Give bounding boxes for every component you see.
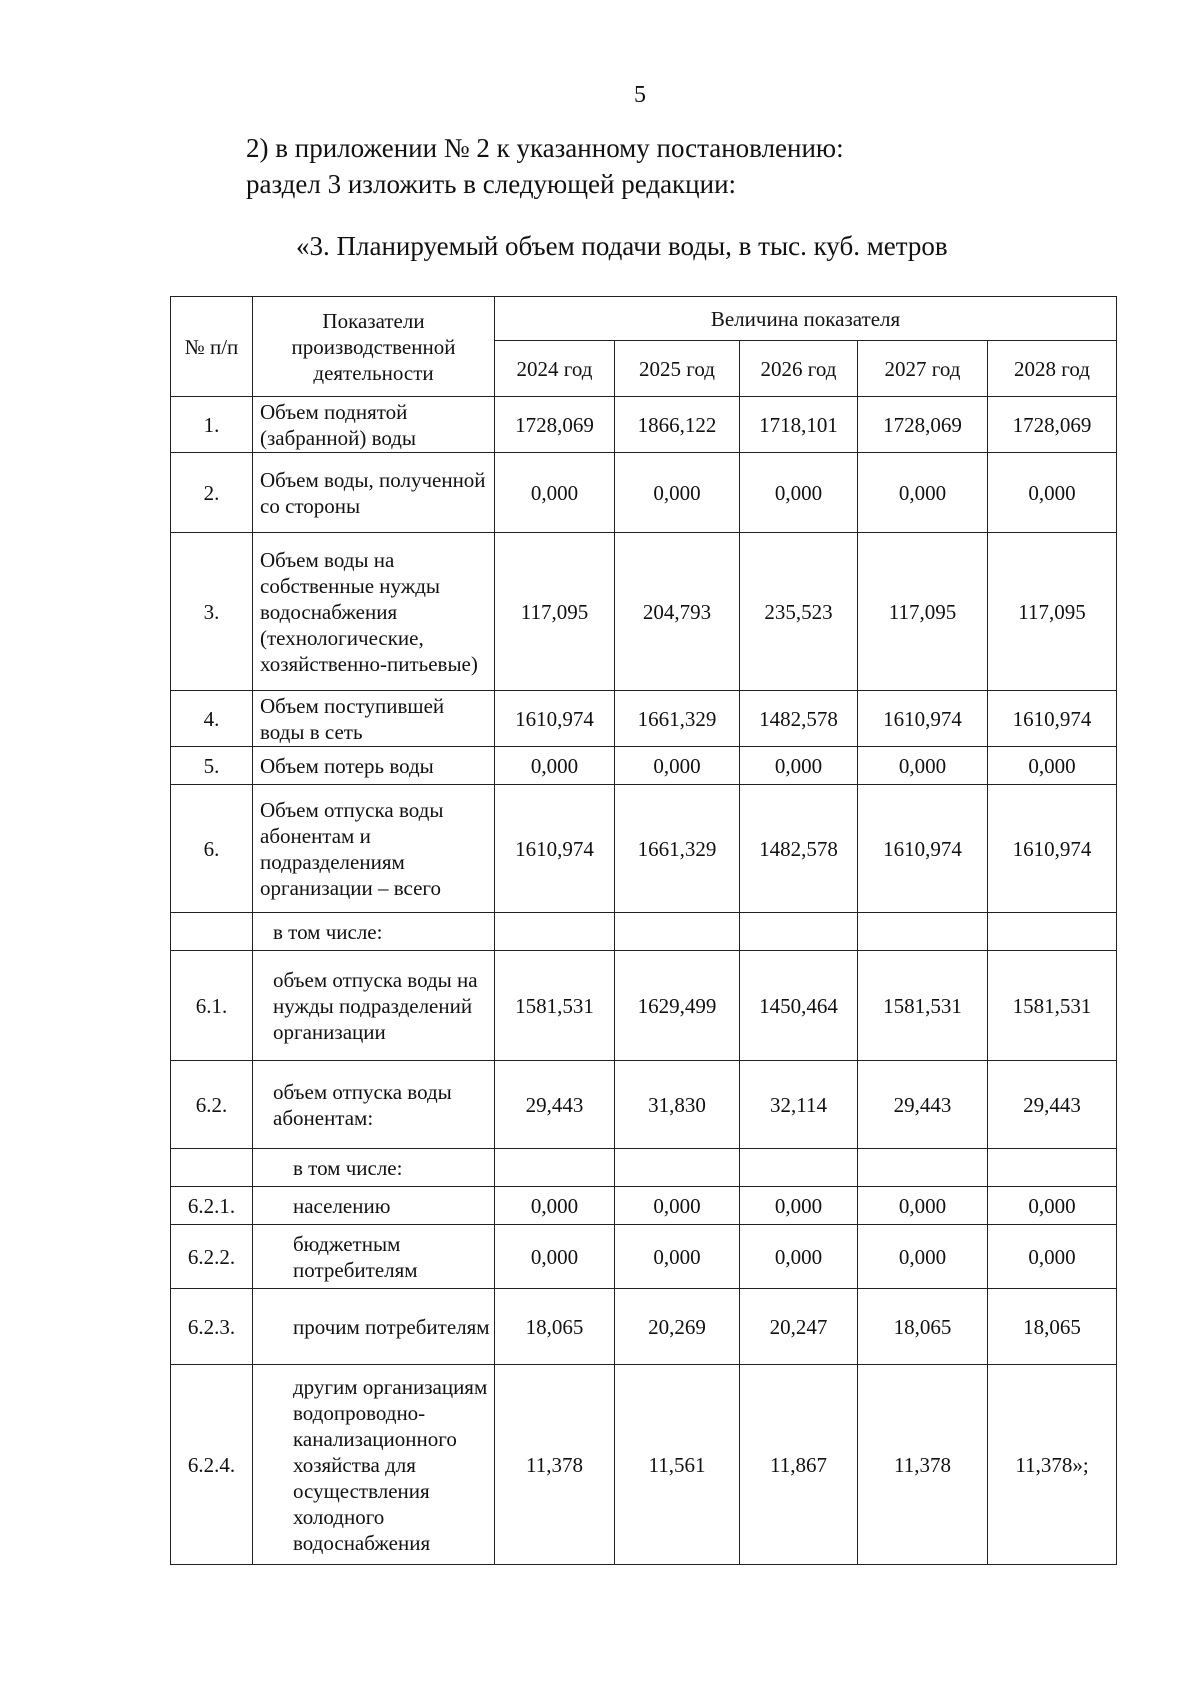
- value-cell: [495, 913, 615, 951]
- value-cell: 0,000: [615, 747, 740, 785]
- value-cell: 0,000: [740, 1225, 858, 1289]
- value-cell: 11,378: [495, 1365, 615, 1565]
- row-number: 2.: [171, 453, 253, 533]
- row-indicator-label: Объем поднятой (забранной) воды: [253, 397, 495, 453]
- value-cell: 1661,329: [615, 785, 740, 913]
- row-indicator-label: прочим потребителям: [253, 1289, 495, 1365]
- value-cell: 11,378: [858, 1365, 988, 1565]
- value-cell: 1581,531: [988, 951, 1117, 1061]
- value-cell: 1482,578: [740, 785, 858, 913]
- row-indicator-label: Объем воды, полученной со стороны: [253, 453, 495, 533]
- value-cell: 11,378»;: [988, 1365, 1117, 1565]
- value-cell: 1581,531: [858, 951, 988, 1061]
- row-number: 6.2.2.: [171, 1225, 253, 1289]
- value-cell: 1610,974: [858, 691, 988, 747]
- value-cell: 0,000: [495, 453, 615, 533]
- row-number: [171, 1149, 253, 1187]
- value-cell: 117,095: [858, 533, 988, 691]
- value-cell: 0,000: [740, 453, 858, 533]
- row-indicator-label: бюджетным потребителям: [253, 1225, 495, 1289]
- table-row: [171, 913, 1117, 951]
- value-cell: [495, 1149, 615, 1187]
- row-number: 6.1.: [171, 951, 253, 1061]
- value-cell: 11,561: [615, 1365, 740, 1565]
- table-row: [171, 1187, 1117, 1225]
- value-cell: 1728,069: [495, 397, 615, 453]
- value-cell: 204,793: [615, 533, 740, 691]
- table-row: [171, 533, 1117, 691]
- table-row: [171, 397, 1117, 453]
- row-number: 3.: [171, 533, 253, 691]
- value-cell: 29,443: [495, 1061, 615, 1149]
- header-year: 2025 год: [615, 341, 740, 397]
- value-cell: 0,000: [988, 1225, 1117, 1289]
- value-cell: 1610,974: [858, 785, 988, 913]
- table-row: [171, 747, 1117, 785]
- value-cell: 29,443: [858, 1061, 988, 1149]
- row-number: 5.: [171, 747, 253, 785]
- value-cell: [858, 1149, 988, 1187]
- value-cell: 0,000: [740, 1187, 858, 1225]
- value-cell: 0,000: [988, 1187, 1117, 1225]
- row-indicator-label: Объем отпуска воды абонентам и подразделениям организации – всего: [253, 785, 495, 913]
- value-cell: 0,000: [988, 747, 1117, 785]
- value-cell: 29,443: [988, 1061, 1117, 1149]
- value-cell: 31,830: [615, 1061, 740, 1149]
- row-number: 6.2.1.: [171, 1187, 253, 1225]
- header-year: 2026 год: [740, 341, 858, 397]
- value-cell: [988, 1149, 1117, 1187]
- value-cell: 20,269: [615, 1289, 740, 1365]
- value-cell: [615, 913, 740, 951]
- table-row: [171, 785, 1117, 913]
- value-cell: 1661,329: [615, 691, 740, 747]
- value-cell: 0,000: [858, 747, 988, 785]
- row-indicator-label: Объем воды на собственные нужды водоснабжения (технологические, хозяйственно-питьевые): [253, 533, 495, 691]
- row-number: [171, 913, 253, 951]
- value-cell: 0,000: [495, 1225, 615, 1289]
- value-cell: 0,000: [615, 453, 740, 533]
- header-num: № п/п: [171, 297, 253, 397]
- value-cell: 18,065: [988, 1289, 1117, 1365]
- row-number: 6.2.: [171, 1061, 253, 1149]
- intro-text: [246, 130, 844, 202]
- header-year: 2028 год: [988, 341, 1117, 397]
- header-year: 2024 год: [495, 341, 615, 397]
- row-indicator-label: другим организациям водопроводно-канализационного хозяйства для осуществления холодного водоснабжения: [253, 1365, 495, 1565]
- value-cell: 1728,069: [858, 397, 988, 453]
- value-cell: [740, 1149, 858, 1187]
- table-row: [171, 691, 1117, 747]
- header-indicator: Показатели производственной деятельности: [253, 297, 495, 397]
- value-cell: 18,065: [495, 1289, 615, 1365]
- header-value-group: Величина показателя: [495, 297, 1117, 341]
- table-row: [171, 1225, 1117, 1289]
- value-cell: [988, 913, 1117, 951]
- intro-line-1: 2) в приложении № 2 к указанному постановлению:: [246, 133, 844, 163]
- value-cell: 0,000: [858, 453, 988, 533]
- intro-line-2: раздел 3 изложить в следующей редакции:: [246, 169, 737, 199]
- value-cell: 117,095: [988, 533, 1117, 691]
- header-year: 2027 год: [858, 341, 988, 397]
- table-row: [171, 453, 1117, 533]
- table-row: [171, 951, 1117, 1061]
- table-row: [171, 1149, 1117, 1187]
- table-row: [171, 1061, 1117, 1149]
- page-number: 5: [634, 82, 646, 108]
- value-cell: 1610,974: [495, 785, 615, 913]
- value-cell: 1728,069: [988, 397, 1117, 453]
- row-number: 4.: [171, 691, 253, 747]
- value-cell: 1866,122: [615, 397, 740, 453]
- value-cell: 1718,101: [740, 397, 858, 453]
- value-cell: 1629,499: [615, 951, 740, 1061]
- value-cell: 0,000: [495, 1187, 615, 1225]
- value-cell: 0,000: [740, 747, 858, 785]
- table-row: [171, 1289, 1117, 1365]
- row-indicator-label: в том числе:: [253, 913, 495, 951]
- value-cell: 20,247: [740, 1289, 858, 1365]
- value-cell: 0,000: [495, 747, 615, 785]
- row-number: 6.2.3.: [171, 1289, 253, 1365]
- value-cell: 18,065: [858, 1289, 988, 1365]
- row-indicator-label: Объем поступившей воды в сеть: [253, 691, 495, 747]
- row-indicator-label: в том числе:: [253, 1149, 495, 1187]
- row-number: 1.: [171, 397, 253, 453]
- value-cell: 0,000: [615, 1225, 740, 1289]
- value-cell: 0,000: [615, 1187, 740, 1225]
- value-cell: 11,867: [740, 1365, 858, 1565]
- value-cell: 1581,531: [495, 951, 615, 1061]
- value-cell: [858, 913, 988, 951]
- row-number: 6.2.4.: [171, 1365, 253, 1565]
- value-cell: 117,095: [495, 533, 615, 691]
- value-cell: 0,000: [858, 1225, 988, 1289]
- water-supply-table: [170, 296, 1117, 1565]
- value-cell: [615, 1149, 740, 1187]
- value-cell: 1482,578: [740, 691, 858, 747]
- row-indicator-label: Объем потерь воды: [253, 747, 495, 785]
- row-indicator-label: объем отпуска воды абонентам:: [253, 1061, 495, 1149]
- row-number: 6.: [171, 785, 253, 913]
- value-cell: 32,114: [740, 1061, 858, 1149]
- row-indicator-label: населению: [253, 1187, 495, 1225]
- value-cell: 1610,974: [988, 691, 1117, 747]
- value-cell: 1610,974: [988, 785, 1117, 913]
- value-cell: 0,000: [988, 453, 1117, 533]
- row-indicator-label: объем отпуска воды на нужды подразделений организации: [253, 951, 495, 1061]
- table-row: [171, 1365, 1117, 1565]
- section-title: «3. Планируемый объем подачи воды, в тыс. куб. метров: [296, 231, 948, 261]
- value-cell: 1610,974: [495, 691, 615, 747]
- value-cell: 0,000: [858, 1187, 988, 1225]
- value-cell: [740, 913, 858, 951]
- value-cell: 1450,464: [740, 951, 858, 1061]
- value-cell: 235,523: [740, 533, 858, 691]
